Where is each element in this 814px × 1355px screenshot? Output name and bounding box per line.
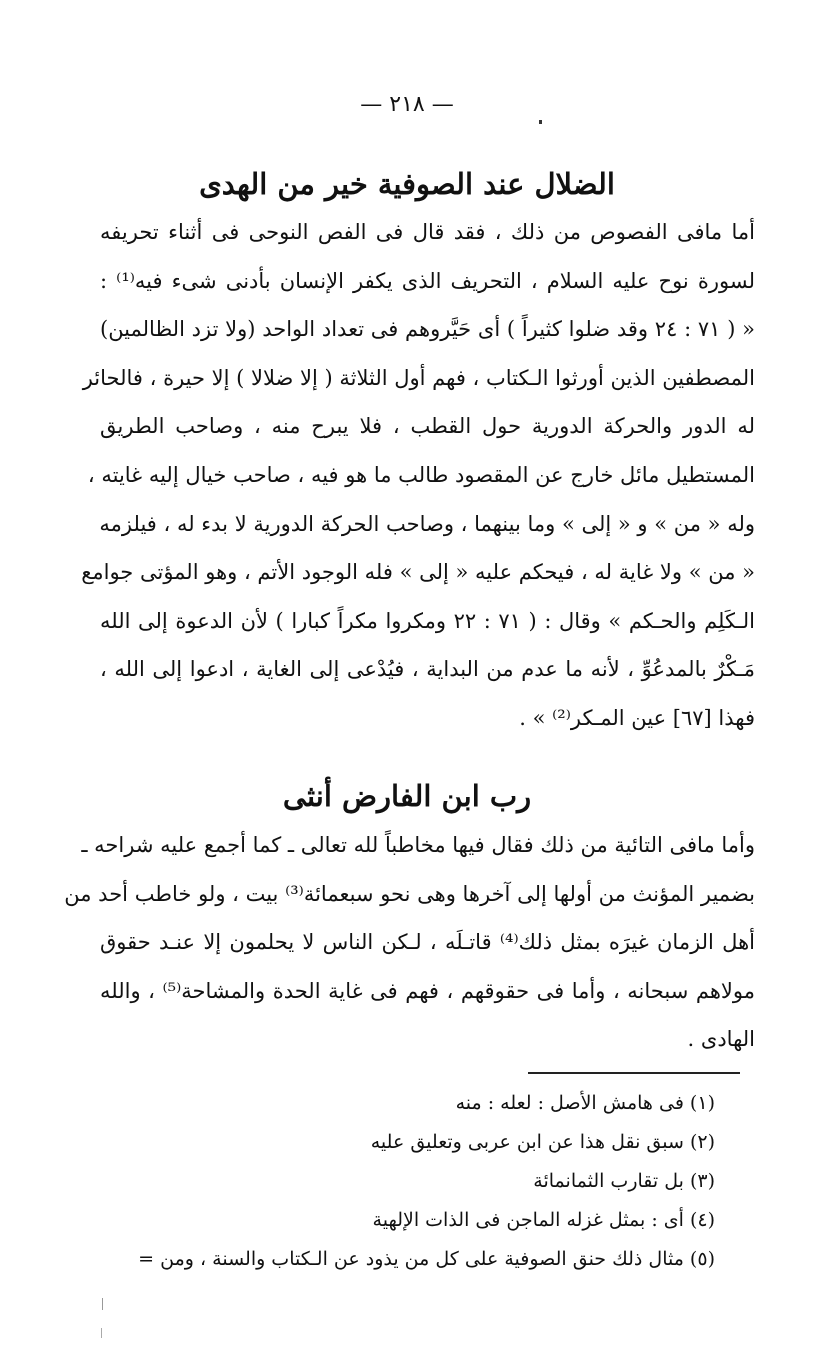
text-line: الهادى . [687, 1027, 755, 1052]
text-line: فهذا [٦٧] عين المـكر⁽²⁾ » . [519, 705, 755, 730]
text-line: أما مافى الفصوص من ذلك ، فقد قال فى الفص النوحى فى أثناء تحريفه [100, 220, 755, 244]
footnote: (٤) أى : بمثل غزله الماجن فى الذات الإلهية [372, 1209, 715, 1231]
text-line: أهل الزمان غيرَه بمثل ذلك⁽⁴⁾ قاتـلَه ، لـكن الناس لا يحلمون إلا عنـد حقوق [100, 930, 755, 955]
section-heading-1: الضلال عند الصوفية خير من الهدى [199, 167, 615, 201]
footnotes [60, 1084, 715, 1279]
scan-mark [101, 1328, 102, 1338]
text-line: بضمير المؤنث من أولها إلى آخرها وهى نحو سبعمائة⁽³⁾ بيت ، ولو خاطب أحد من [64, 881, 755, 906]
text-line: « ( ٧١ : ٢٤ وقد ضلوا كثيراً ) أى حَيَّروهم فى تعداد الواحد (ولا تزد الظالمين) [100, 317, 755, 342]
ink-speck [539, 120, 542, 124]
footnote-separator [528, 1072, 740, 1074]
text-line: مَـكْرٌ بالمدعُوِّ ، لأنه ما عدم من البداية ، فيُدْعى إلى الغاية ، ادعوا إلى الله ، [100, 657, 755, 682]
section-1-paragraph [81, 208, 755, 743]
scan-mark [102, 1298, 103, 1310]
section-heading-2: رب ابن الفارض أنثى [282, 779, 532, 813]
footnote: (٣) بل تقارب الثمانمائة [533, 1170, 715, 1192]
text-line: الـكَلِم والحـكم » وقال : ( ٧١ : ٢٢ ومكروا مكراً كبارا ) لأن الدعوة إلى الله [100, 608, 755, 633]
text-line: وأما مافى التائية من ذلك فقال فيها مخاطباً لله تعالى ـ كما أجمع عليه شراحه ـ [81, 833, 755, 857]
footnote: (١) فى هامش الأصل : لعله : منه [455, 1092, 715, 1114]
footnote: (٥) مثال ذلك حنق الصوفية على كل من يذود عن الـكتاب والسنة ، ومن = [138, 1248, 715, 1270]
text-line: له الدور والحركة الدورية حول القطب ، فلا يبرح منه ، وصاحب الطريق [100, 414, 755, 439]
page-number: — ٢١٨ — [360, 92, 454, 117]
text-line: المصطفين الذين أورثوا الـكتاب ، فهم أول الثلاثة ( إلا ضلالا ) إلا حيرة ، فالحائر [82, 365, 755, 390]
text-line: لسورة نوح عليه السلام ، التحريف الذى يكفر الإنسان بأدنى شىء فيه⁽¹⁾ : [100, 268, 755, 293]
section-2-paragraph [64, 821, 755, 1064]
text-line: « من » ولا غاية له ، فيحكم عليه « إلى » فله الوجود الأتم ، وهو المؤتى جوامع [81, 560, 755, 585]
text-line: المستطيل مائل خارج عن المقصود طالب ما هو فيه ، صاحب خيال إليه غايته ، [87, 462, 755, 487]
footnote: (٢) سبق نقل هذا عن ابن عربى وتعليق عليه [370, 1131, 715, 1153]
text-line: وله « من » و « إلى » وما بينهما ، وصاحب الحركة الدورية لا بدء له ، فيلزمه [99, 511, 755, 536]
text-line: مولاهم سبحانه ، وأما فى حقوقهم ، فهم فى غاية الحدة والمشاحة⁽⁵⁾ ، والله [100, 978, 755, 1003]
